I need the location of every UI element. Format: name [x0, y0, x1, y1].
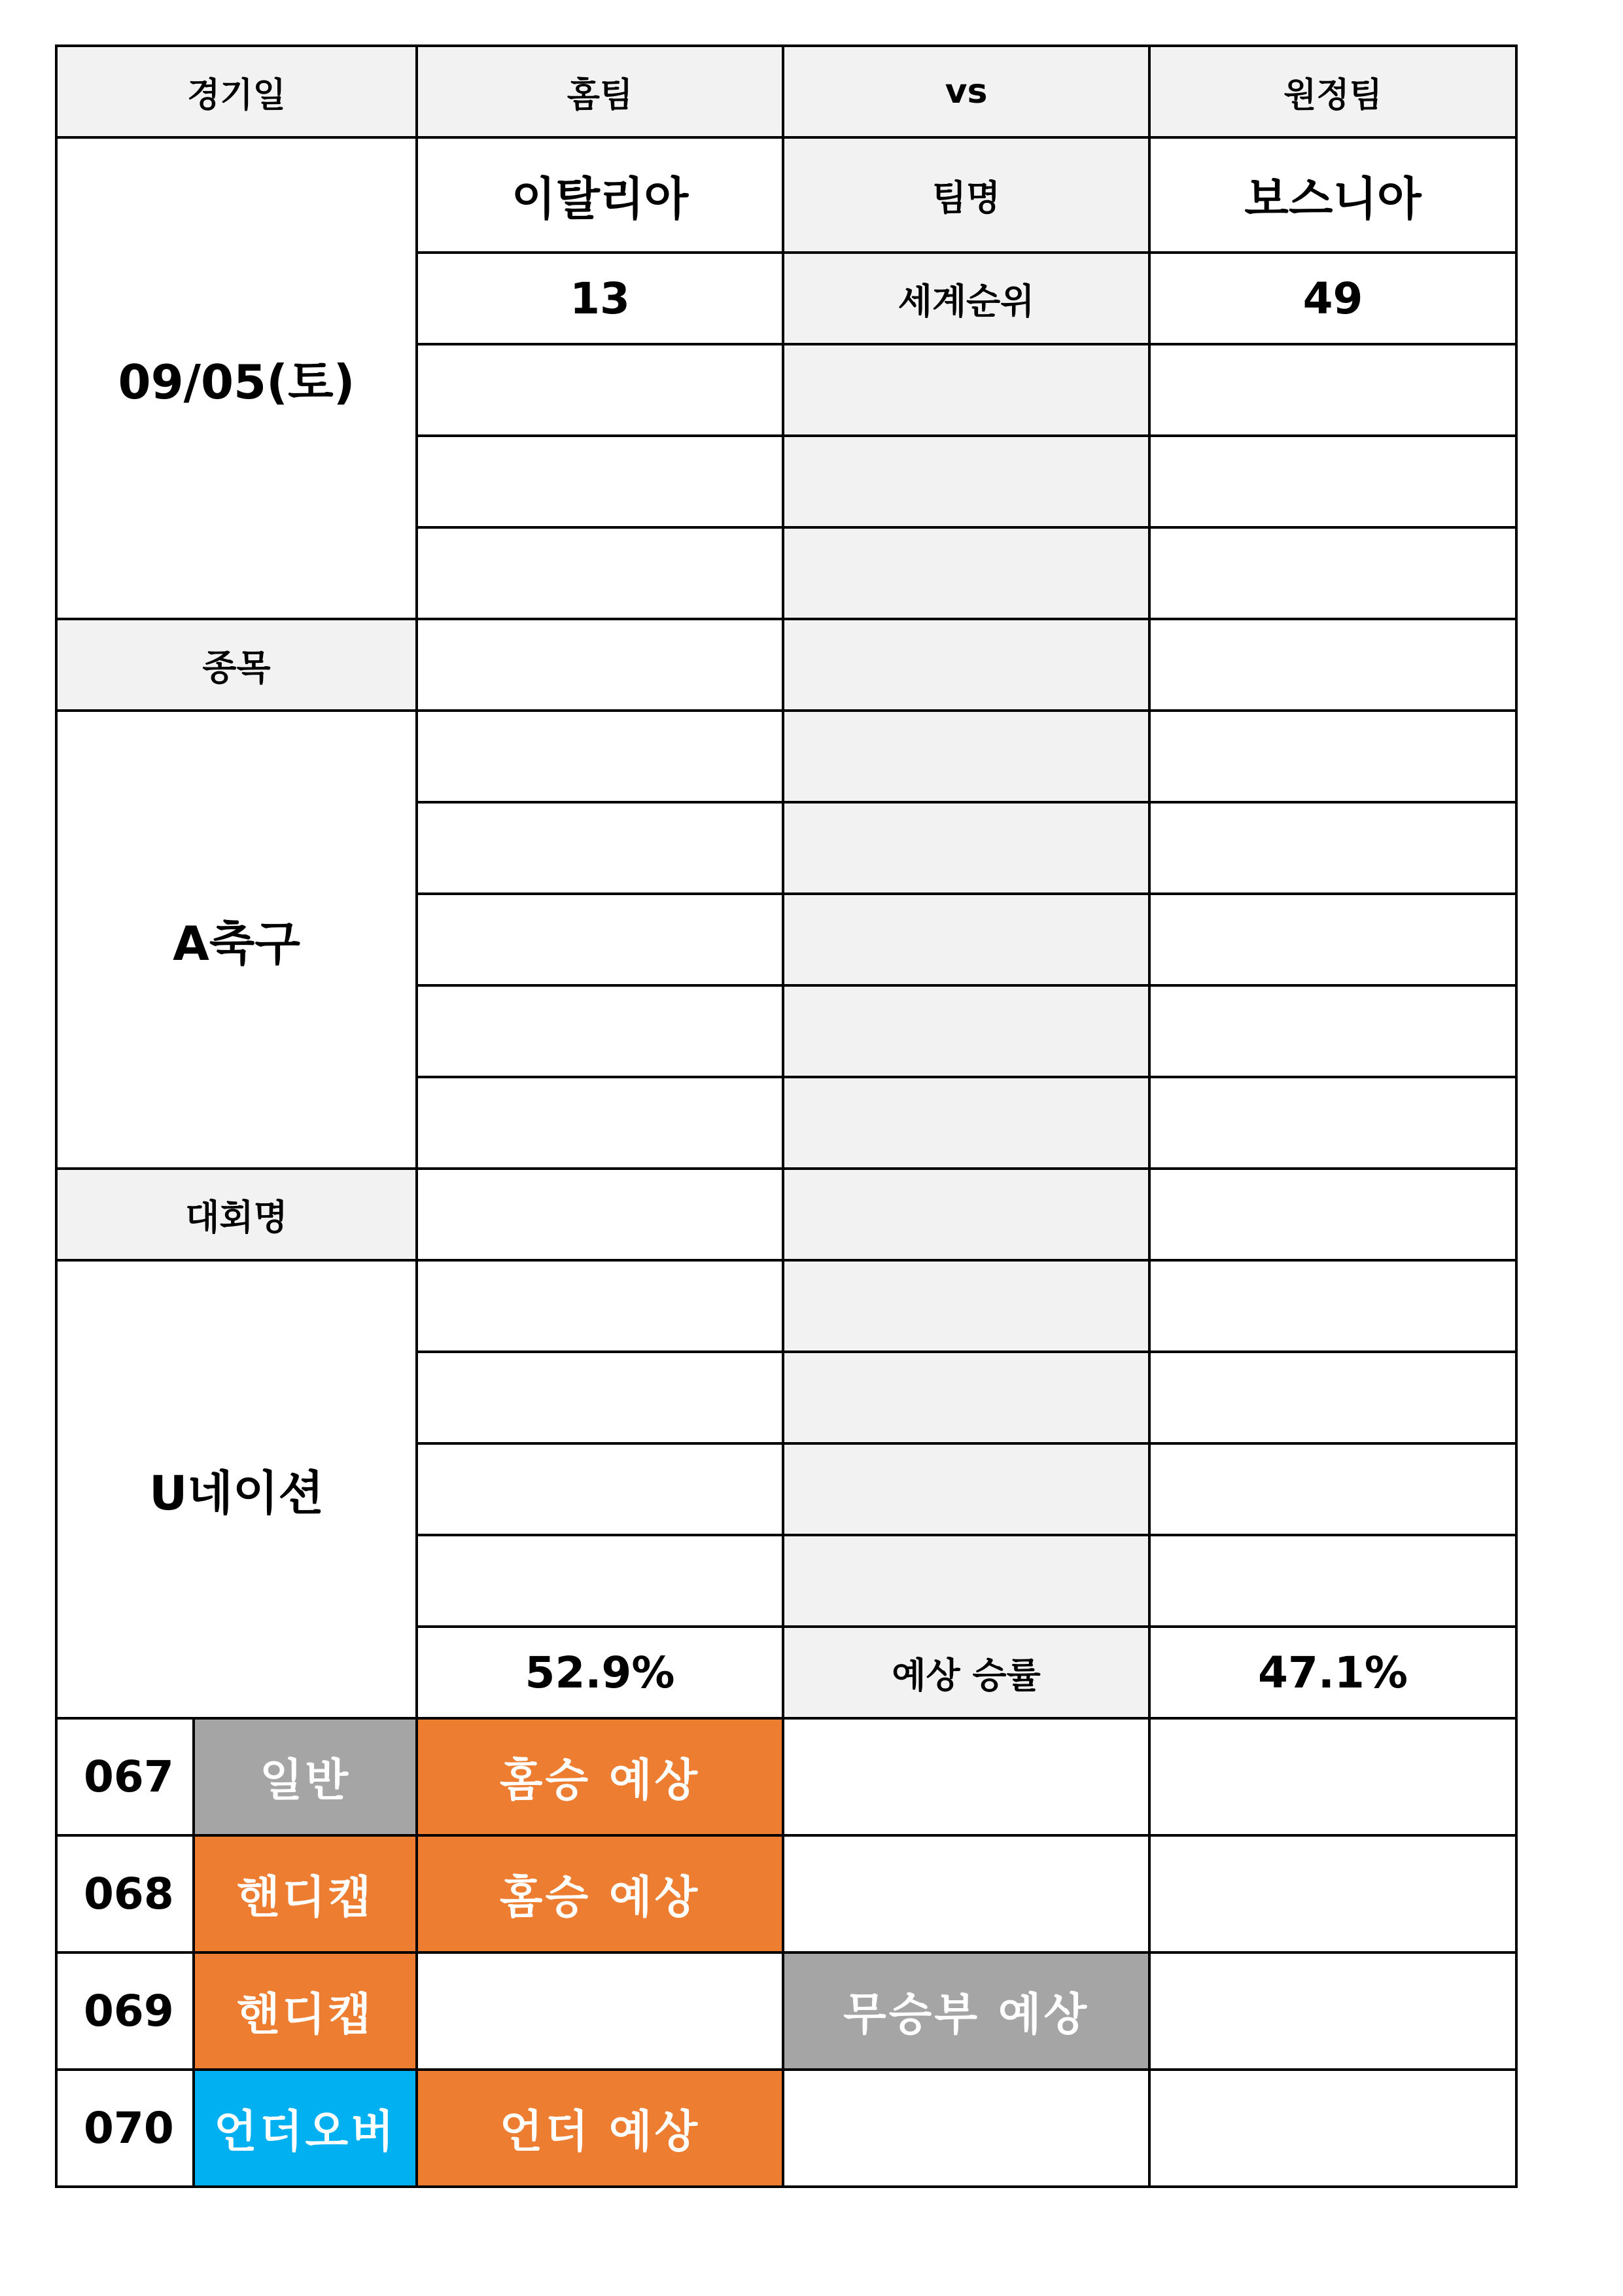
home-prediction: 홈승 예상	[417, 1835, 783, 1952]
home-win-rate: 52.9%	[417, 1627, 783, 1718]
blank-cell	[1149, 1352, 1516, 1443]
blank-cell	[783, 802, 1149, 894]
away-prediction	[1149, 1718, 1516, 1835]
blank-cell	[1149, 711, 1516, 802]
blank-cell	[1149, 802, 1516, 894]
home-prediction	[417, 1952, 783, 2070]
blank-cell	[417, 1443, 783, 1535]
blank-cell	[783, 1535, 1149, 1627]
blank-cell	[1149, 436, 1516, 527]
match-sheet	[55, 44, 1518, 2188]
away-rank: 49	[1149, 253, 1516, 344]
blank-cell	[417, 1535, 783, 1627]
competition-row	[56, 1260, 1516, 1352]
blank-cell	[417, 711, 783, 802]
header-row	[56, 46, 1516, 137]
blank-cell	[783, 985, 1149, 1077]
blank-cell	[1149, 894, 1516, 985]
blank-cell	[417, 436, 783, 527]
prediction-row	[56, 2070, 1516, 2187]
blank-cell	[783, 1443, 1149, 1535]
home-prediction: 언더 예상	[417, 2070, 783, 2187]
blank-cell	[783, 344, 1149, 436]
sport-label: 종목	[56, 619, 417, 711]
away-prediction	[1149, 1952, 1516, 2070]
home-rank: 13	[417, 253, 783, 344]
blank-cell	[417, 344, 783, 436]
blank-cell	[417, 1352, 783, 1443]
bet-type-badge: 언더오버	[194, 2070, 417, 2187]
draw-prediction	[783, 2070, 1149, 2187]
blank-cell	[783, 1260, 1149, 1352]
away-win-rate: 47.1%	[1149, 1627, 1516, 1718]
blank-cell	[1149, 1443, 1516, 1535]
blank-cell	[783, 1169, 1149, 1260]
blank-cell	[783, 894, 1149, 985]
sport-row	[56, 711, 1516, 802]
blank-cell	[783, 1077, 1149, 1169]
draw-prediction: 무승부 예상	[783, 1952, 1149, 2070]
blank-cell	[783, 619, 1149, 711]
blank-cell	[417, 527, 783, 619]
home-team-name: 이탈리아	[417, 137, 783, 253]
bet-type-badge: 핸디캡	[194, 1835, 417, 1952]
home-prediction: 홈승 예상	[417, 1718, 783, 1835]
blank-cell	[1149, 619, 1516, 711]
game-code: 069	[56, 1952, 194, 2070]
blank-cell	[783, 436, 1149, 527]
sport-label-row	[56, 619, 1516, 711]
blank-cell	[1149, 1260, 1516, 1352]
away-team-header: 원정팀	[1149, 46, 1516, 137]
prediction-row	[56, 1952, 1516, 2070]
away-prediction	[1149, 1835, 1516, 1952]
draw-prediction	[783, 1835, 1149, 1952]
competition-value: U네이션	[56, 1260, 417, 1718]
blank-cell	[417, 802, 783, 894]
blank-cell	[417, 619, 783, 711]
blank-cell	[417, 1077, 783, 1169]
home-team-header: 홈팀	[417, 46, 783, 137]
team-name-label: 팀명	[783, 137, 1149, 253]
blank-cell	[783, 1352, 1149, 1443]
game-code: 067	[56, 1718, 194, 1835]
bet-type-badge: 일반	[194, 1718, 417, 1835]
blank-cell	[783, 711, 1149, 802]
game-code: 068	[56, 1835, 194, 1952]
blank-cell	[1149, 1535, 1516, 1627]
competition-label: 대회명	[56, 1169, 417, 1260]
bet-type-badge: 핸디캡	[194, 1952, 417, 2070]
blank-cell	[417, 894, 783, 985]
blank-cell	[417, 1260, 783, 1352]
competition-label-row	[56, 1169, 1516, 1260]
blank-cell	[417, 985, 783, 1077]
team-name-row	[56, 137, 1516, 253]
sport-value: A축구	[56, 711, 417, 1169]
prediction-row	[56, 1718, 1516, 1835]
blank-cell	[783, 527, 1149, 619]
blank-cell	[1149, 1169, 1516, 1260]
match-date: 09/05(토)	[56, 137, 417, 619]
away-prediction	[1149, 2070, 1516, 2187]
vs-header: vs	[783, 46, 1149, 137]
blank-cell	[417, 1169, 783, 1260]
blank-cell	[1149, 985, 1516, 1077]
prediction-row	[56, 1835, 1516, 1952]
game-code: 070	[56, 2070, 194, 2187]
match-table	[55, 44, 1518, 2188]
blank-cell	[1149, 527, 1516, 619]
rank-label: 세계순위	[783, 253, 1149, 344]
date-header: 경기일	[56, 46, 417, 137]
draw-prediction	[783, 1718, 1149, 1835]
win-rate-label: 예상 승률	[783, 1627, 1149, 1718]
blank-cell	[1149, 1077, 1516, 1169]
blank-cell	[1149, 344, 1516, 436]
away-team-name: 보스니아	[1149, 137, 1516, 253]
